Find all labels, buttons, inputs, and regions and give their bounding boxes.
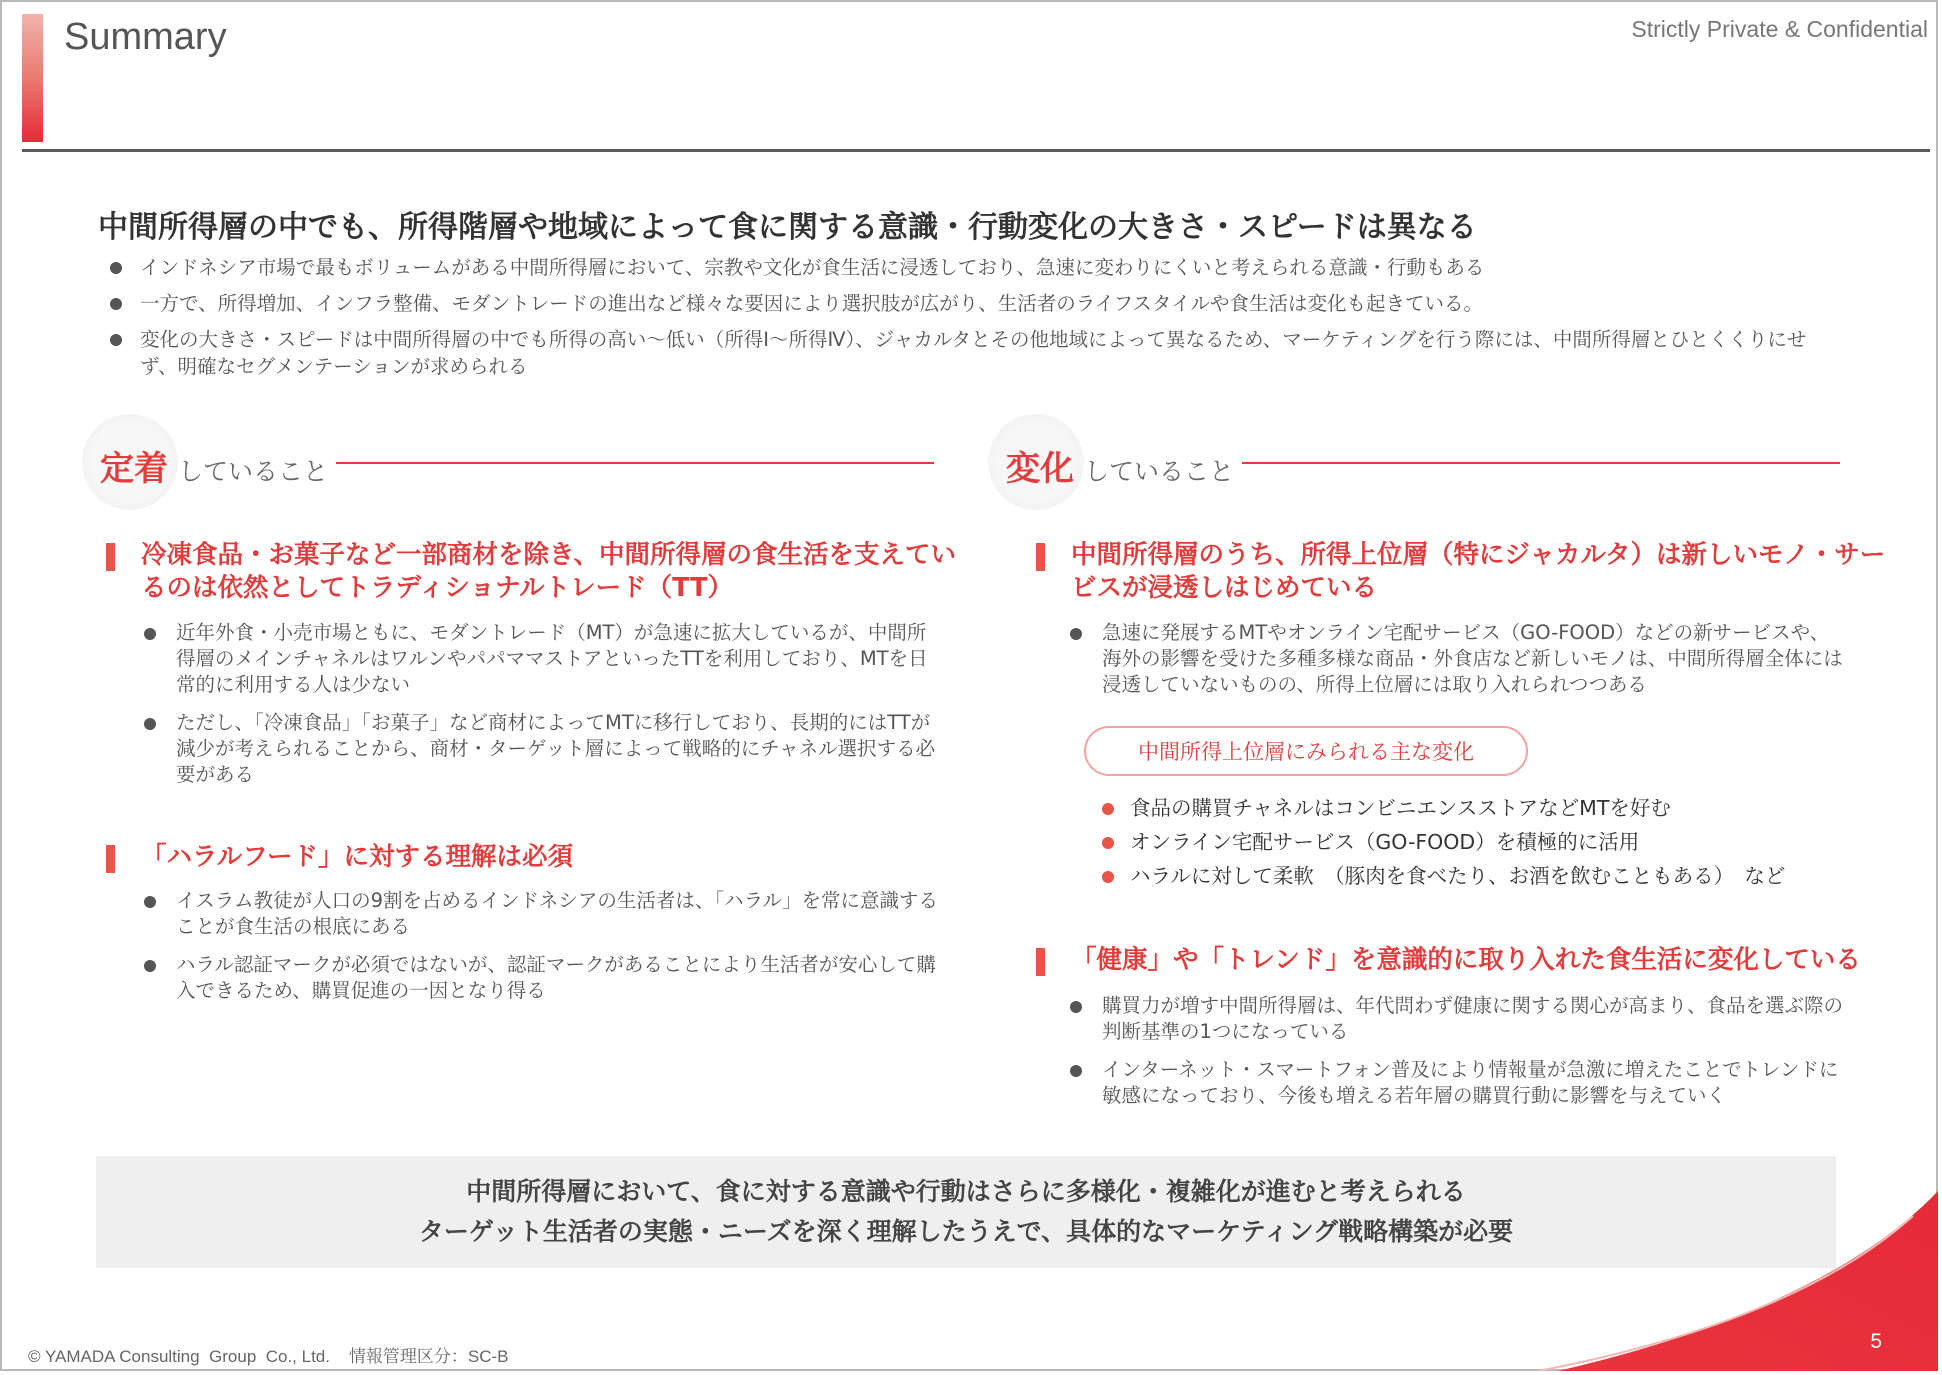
left-heading-suffix: していること [178, 457, 329, 486]
copyright-footer: © YAMADA Consulting Group Co., Ltd. 情報管理区分：SC-B [28, 1347, 509, 1366]
left-column-heading [100, 441, 328, 490]
upper-income-changes-list [1100, 794, 1785, 896]
title-accent-bar [22, 14, 43, 142]
confidential-label: Strictly Private & Confidential [1631, 16, 1928, 42]
right-section-title: 「健康」や「トレンド」を意識的に取り入れた食生活に変化している [1036, 944, 1891, 977]
change-item: ハラルに対して柔軟 （豚肉を食べたり、お酒を飲むこともある） など [1100, 862, 1785, 890]
intro-bullet: 一方で、所得増加、インフラ整備、モダントレードの進出など様々な要因により選択肢が広がり、生活者のライフスタイルや食生活は変化も起きている。 [108, 290, 1828, 317]
intro-bullet: インドネシア市場で最もボリュームがある中間所得層において、宗教や文化が食生活に浸透しており、急速に変わりにくいと考えられる意識・行動もある [108, 254, 1828, 281]
right-section-title: 中間所得層のうち、所得上位層（特にジャカルタ）は新しいモノ・サービスが浸透しはじめている [1036, 539, 1891, 605]
right-section-bullets [1068, 993, 1848, 1121]
conclusion-line: 中間所得層において、食に対する意識や行動はさらに多様化・複雑化が進むと考えられる [466, 1177, 1466, 1206]
left-section-title: 「ハラルフード」に対する理解は必須 [106, 841, 981, 874]
right-heading-suffix: していること [1084, 457, 1235, 486]
left-section-bullet: ただし、「冷凍食品」「お菓子」など商材によってMTに移行しており、長期的にはTTが減少が考えられることから、商材・ターゲット層によって戦略的にチャネル選択する必要がある [142, 710, 942, 788]
left-section-bullet: イスラム教徒が人口の9割を占めるインドネシアの生活者は、「ハラル」を常に意識することが食生活の根底にある [142, 888, 942, 940]
left-section-bullets [142, 620, 942, 800]
left-section-bullet: ハラル認証マークが必須ではないが、認証マークがあることにより生活者が安心して購入できるため、購買促進の一因となり得る [142, 952, 942, 1004]
right-heading-keyword: 変化 [1006, 449, 1074, 489]
right-section-bullet: インターネット・スマートフォン普及により情報量が急激に増えたことでトレンドに敏感になっており、今後も増える若年層の購買行動に影響を与えていく [1068, 1057, 1848, 1109]
right-section-bullet: 急速に発展するMTやオンライン宅配サービス（GO-FOOD）などの新サービスや、海外の影響を受けた多種多様な商品・外食店など新しいモノは、中間所得層全体には浸透していないものの、所得上位層には取り入れられつつある [1068, 620, 1848, 698]
upper-income-changes-pill: 中間所得上位層にみられる主な変化 [1084, 726, 1528, 776]
page-number: 5 [1870, 1330, 1882, 1353]
main-heading: 中間所得層の中でも、所得階層や地域によって食に関する意識・行動変化の大きさ・スピードは異なる [98, 210, 1477, 245]
left-section-bullets [142, 888, 942, 1016]
intro-bullet: 変化の大きさ・スピードは中間所得層の中でも所得の高い～低い（所得Ⅰ～所得Ⅳ）、ジャカルタとその他地域によって異なるため、マーケティングを行う際には、中間所得層とひとくくりにせず、明確なセグメンテーションが求められる [108, 326, 1828, 380]
header-divider [22, 149, 1930, 152]
right-heading-rule [1242, 462, 1840, 464]
left-section-title: 冷凍食品・お菓子など一部商材を除き、中間所得層の食生活を支えているのは依然としてトラディショナルトレード（TT） [106, 539, 981, 605]
change-item: オンライン宅配サービス（GO-FOOD）を積極的に活用 [1100, 828, 1785, 856]
page-title: Summary [64, 16, 227, 58]
right-section-bullet: 購買力が増す中間所得層は、年代問わず健康に関する関心が高まり、食品を選ぶ際の判断基準の1つになっている [1068, 993, 1848, 1045]
left-section-bullet: 近年外食・小売市場ともに、モダントレード（MT）が急速に拡大しているが、中間所得層のメインチャネルはワルンやパパママストアといったTTを利用しており、MTを日常的に利用する人は少ない [142, 620, 942, 698]
left-heading-keyword: 定着 [100, 449, 168, 489]
right-section-bullets [1068, 620, 1848, 710]
conclusion-line: ターゲット生活者の実態・ニーズを深く理解したうえで、具体的なマーケティング戦略構築が必要 [418, 1217, 1514, 1246]
right-column-heading [1006, 441, 1234, 490]
left-heading-rule [336, 462, 934, 464]
intro-bullet-list [108, 254, 1828, 389]
change-item: 食品の購買チャネルはコンビニエンスストアなどMTを好む [1100, 794, 1785, 822]
